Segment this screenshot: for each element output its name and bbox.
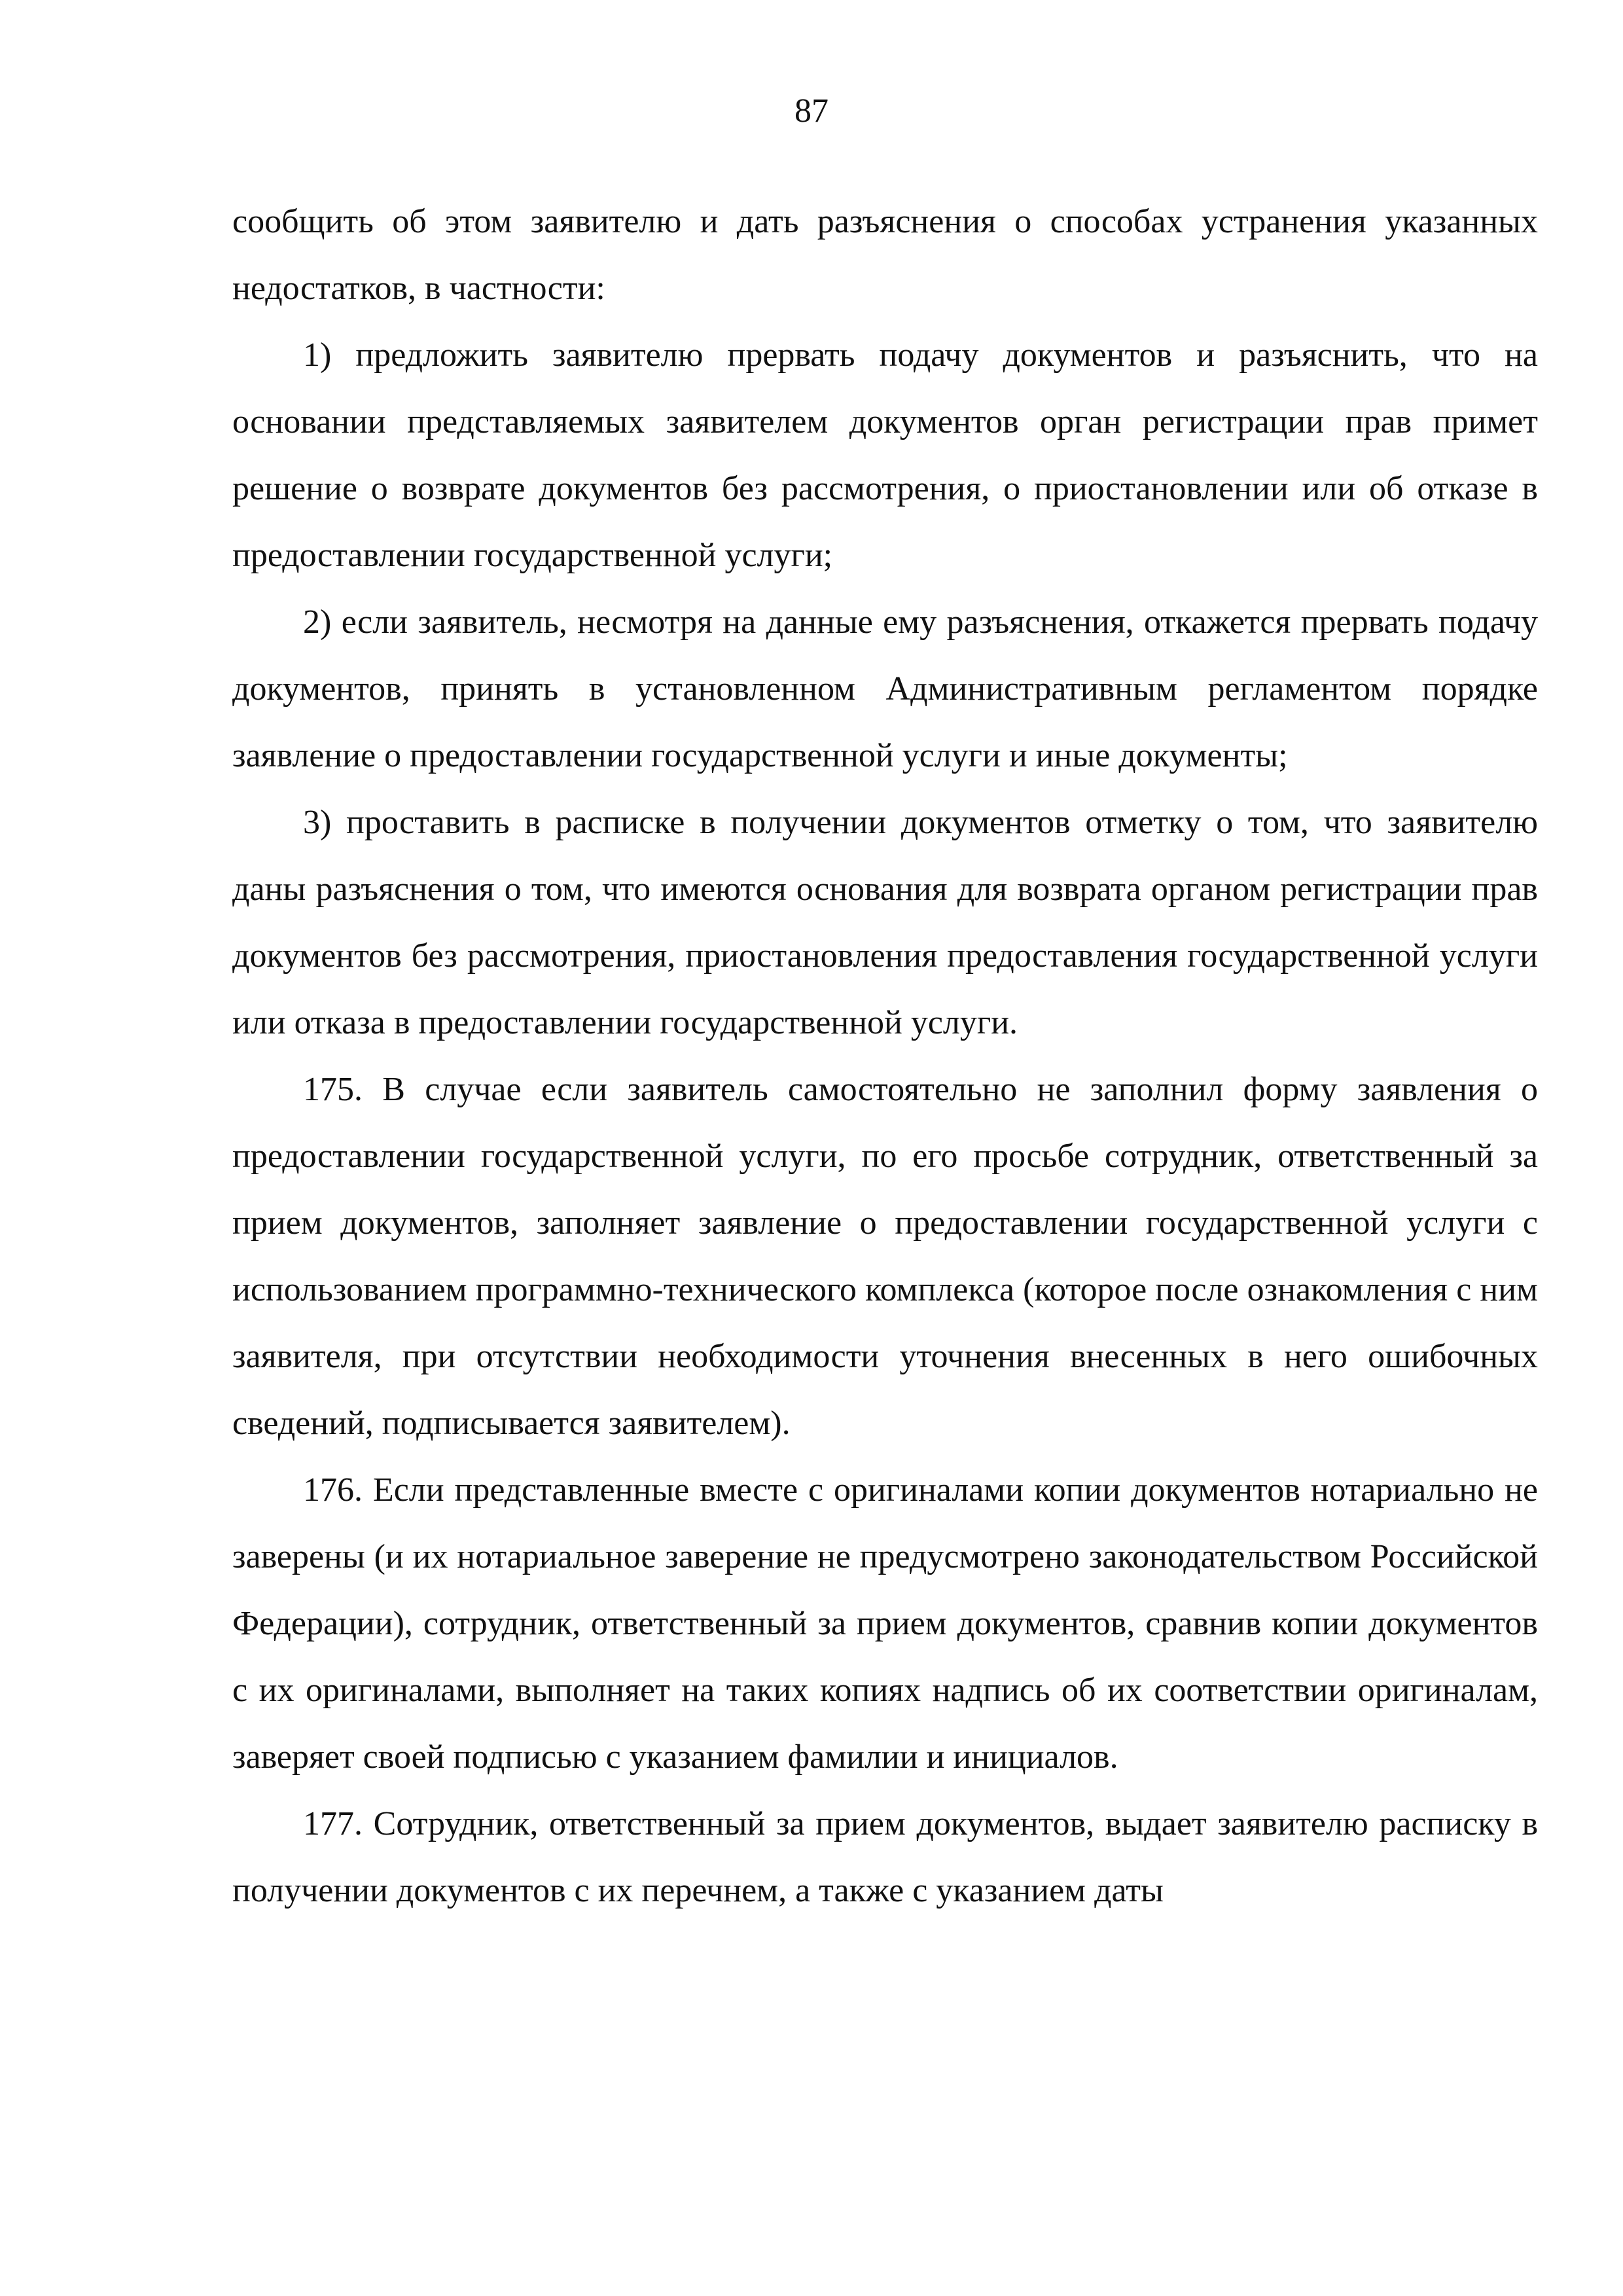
page-number: 87 — [794, 92, 829, 130]
list-item-text: предложить заявителю прервать подачу документов и разъяснить, что на основании представляемых заявителем документов орган регистрации прав примет решение о возврате документов без рассмотрения, о приостановлении или об отказе в предоставлении государственной услуги; — [232, 336, 1538, 574]
list-item-text: если заявитель, несмотря на данные ему разъяснения, откажется прервать подачу документов, принять в установленном Административным регламентом порядке заявление о предоставлении государственной услуги и иные документы; — [232, 603, 1538, 774]
document-content — [232, 188, 1538, 1924]
clause-176 — [232, 1457, 1538, 1791]
list-item-label: 3) — [303, 804, 332, 841]
paragraph-text: сообщить об этом заявителю и дать разъяснения о способах устранения указанных недостатков, в частности: — [232, 203, 1538, 307]
list-item-1 — [232, 322, 1538, 589]
paragraph-continuation — [232, 188, 1538, 322]
clause-number: 175. — [303, 1071, 363, 1108]
list-item-3 — [232, 789, 1538, 1056]
clause-number: 177. — [303, 1805, 363, 1842]
list-item-label: 1) — [303, 336, 332, 374]
clause-175 — [232, 1056, 1538, 1457]
list-item-label: 2) — [303, 603, 332, 641]
list-item-2 — [232, 589, 1538, 789]
clause-text: Если представленные вместе с оригиналами копии документов нотариально не заверены (и их нотариальное заверение не предусмотрено законодательством Российской Федерации), сотрудник, ответственный за прием документов, сравнив копии документов с их оригиналами, выполняет на таких копиях надпись об их соответствии оригиналам, заверяет своей подписью с указанием фамилии и инициалов. — [232, 1471, 1538, 1776]
clause-number: 176. — [303, 1471, 363, 1509]
clause-text: Сотрудник, ответственный за прием документов, выдает заявителю расписку в получении документов с их перечнем, а также с указанием даты — [232, 1805, 1539, 1909]
clause-text: В случае если заявитель самостоятельно не заполнил форму заявления о предоставлении государственной услуги, по его просьбе сотрудник, ответственный за прием документов, заполняет заявление о предоставлении государственной услуги с использованием программно-технического комплекса (которое после ознакомления с ним заявителя, при отсутствии необходимости уточнения внесенных в него ошибочных сведений, подписывается заявителем). — [232, 1071, 1538, 1442]
list-item-text: проставить в расписке в получении документов отметку о том, что заявителю даны разъяснения о том, что имеются основания для возврата органом регистрации прав документов без рассмотрения, приостановления предоставления государственной услуги или отказа в предоставлении государственной услуги. — [232, 804, 1538, 1041]
clause-177 — [232, 1791, 1538, 1924]
